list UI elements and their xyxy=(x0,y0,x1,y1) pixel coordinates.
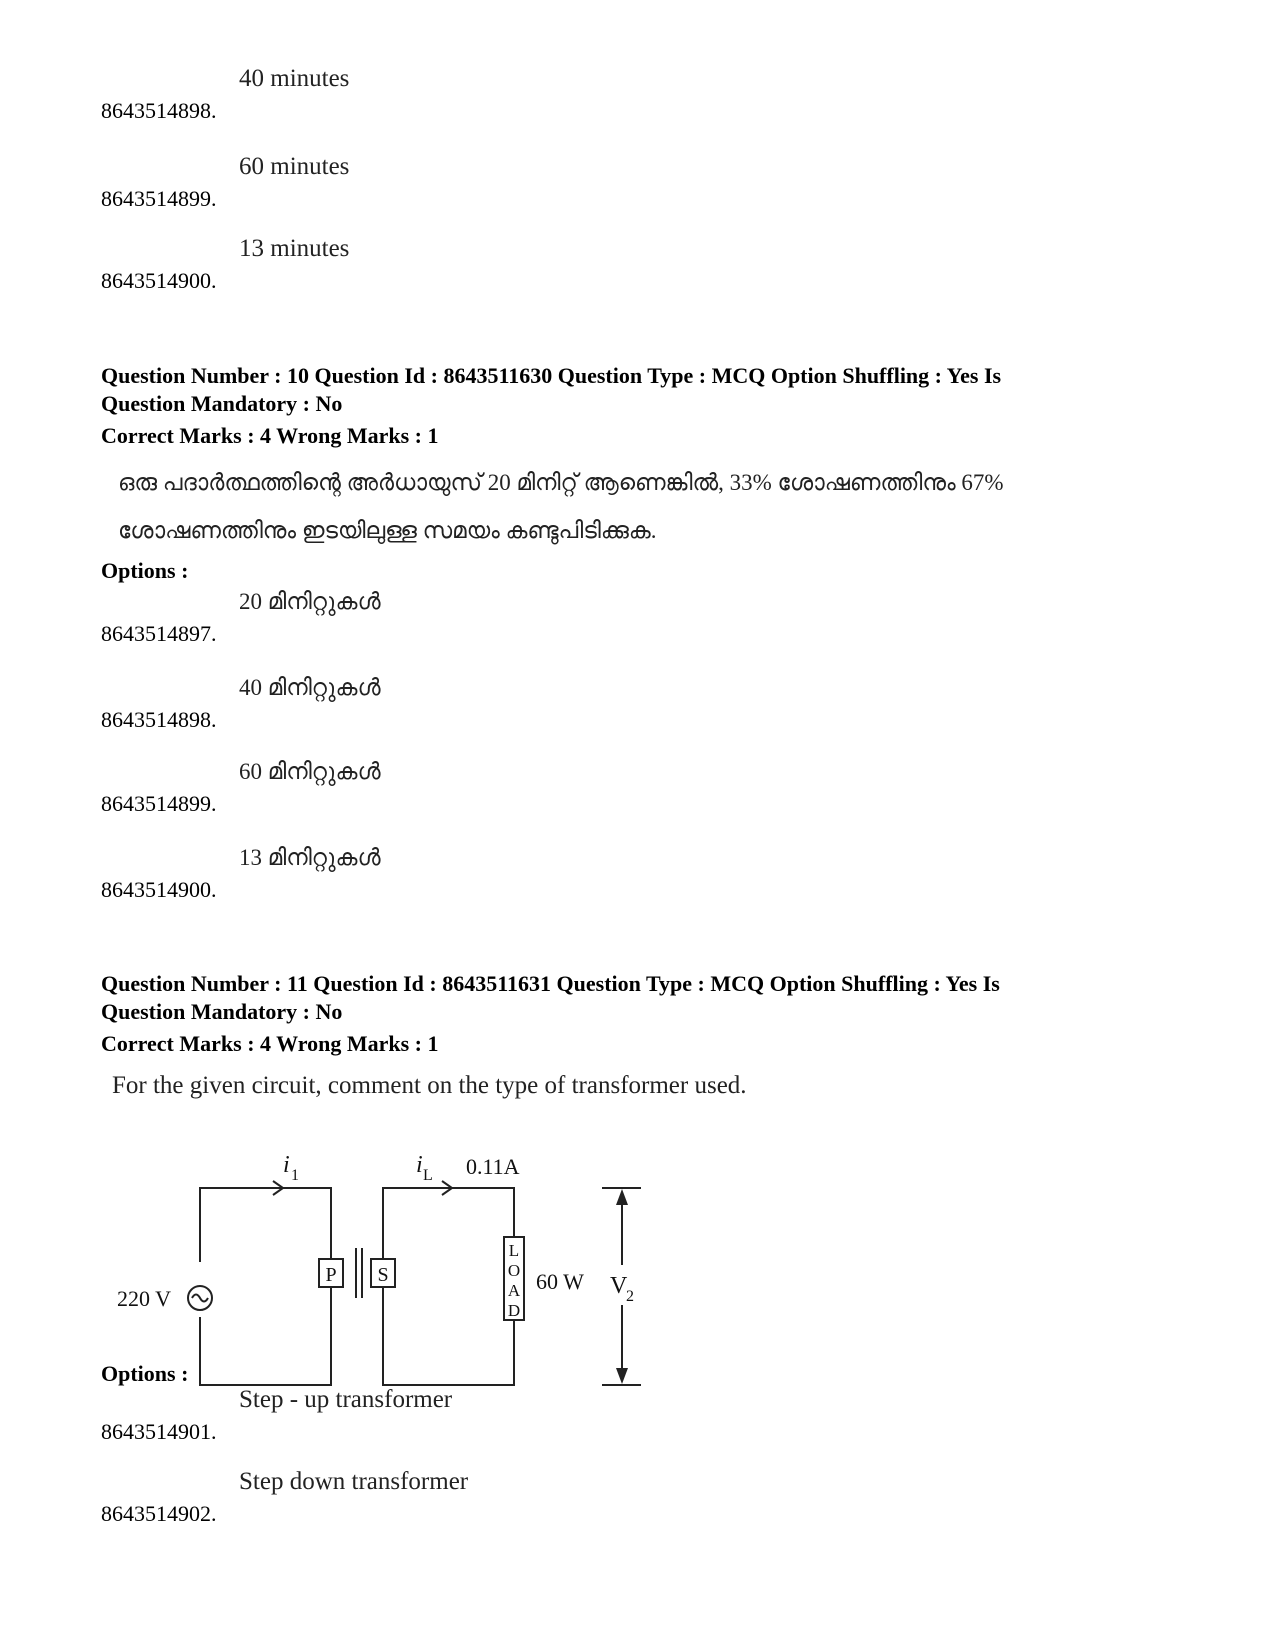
question-meta-line: Question Number : 10 Question Id : 8643511630 Question Type : MCQ Option Shuffling : Yes Is xyxy=(101,363,1002,388)
option-id: 8643514902. xyxy=(101,1501,217,1526)
question-stem: For the given circuit, comment on the type of transformer used. xyxy=(112,1072,747,1099)
option-id: 8643514900. xyxy=(101,877,217,902)
output-voltage-subscript: 2 xyxy=(626,1288,634,1305)
option-id: 8643514897. xyxy=(101,621,217,646)
primary-coil-label: P xyxy=(325,1264,337,1286)
primary-current-subscript: 1 xyxy=(291,1167,299,1184)
output-voltage-label: V xyxy=(610,1273,628,1299)
primary-circuit-wire xyxy=(200,1288,331,1385)
option-id: 8643514899. xyxy=(101,791,217,816)
option-text: Step down transformer xyxy=(239,1468,469,1495)
marks-line: Correct Marks : 4 Wrong Marks : 1 xyxy=(101,423,439,448)
option-text: 40 മിനിറ്റുകൾ xyxy=(239,675,381,700)
secondary-circuit-wire xyxy=(383,1288,514,1385)
load-letter: L xyxy=(508,1241,520,1260)
option-id: 8643514900. xyxy=(101,268,217,293)
source-voltage-label: 220 V xyxy=(117,1286,171,1311)
option-text: 60 മിനിറ്റുകൾ xyxy=(239,759,381,784)
option-id: 8643514899. xyxy=(101,186,217,211)
options-label: Options : xyxy=(101,1361,189,1386)
question-meta-line: Question Number : 11 Question Id : 8643511631 Question Type : MCQ Option Shuffling : Yes Is xyxy=(101,971,1000,996)
question-stem: ഒരു പദാർത്ഥത്തിന്റെ അർധായുസ് 20 മിനിറ്റ് ആണെങ്കിൽ, 33% ശോഷണത്തിനും 67% xyxy=(118,470,1004,495)
load-current-label: i xyxy=(416,1152,423,1178)
option-item[interactable] xyxy=(101,1385,801,1445)
option-text: 20 മിനിറ്റുകൾ xyxy=(239,589,381,614)
secondary-coil-label: S xyxy=(377,1264,389,1286)
option-text: 60 minutes xyxy=(239,153,350,180)
load-current-subscript: L xyxy=(423,1167,433,1184)
primary-current-label: i xyxy=(283,1152,290,1178)
options-label: Options : xyxy=(101,558,189,583)
primary-circuit-wire xyxy=(200,1188,331,1262)
option-text: 13 മിനിറ്റുകൾ xyxy=(239,845,381,870)
secondary-circuit-wire xyxy=(383,1188,514,1258)
voltage-arrow-down-icon xyxy=(616,1368,628,1384)
load-power-label: 60 W xyxy=(536,1269,584,1294)
load-letter: O xyxy=(507,1261,521,1280)
load-letter: D xyxy=(507,1301,521,1320)
ac-wave xyxy=(192,1295,208,1302)
question-meta-line: Question Mandatory : No xyxy=(101,391,343,416)
marks-line: Correct Marks : 4 Wrong Marks : 1 xyxy=(101,1031,439,1056)
option-text: Step - up transformer xyxy=(239,1386,453,1413)
option-text: 40 minutes xyxy=(239,65,350,92)
option-id: 8643514898. xyxy=(101,98,217,123)
current-value: 0.11A xyxy=(466,1154,520,1179)
question-meta-line: Question Mandatory : No xyxy=(101,999,343,1024)
option-text: 13 minutes xyxy=(239,235,350,262)
option-id: 8643514898. xyxy=(101,707,217,732)
option-item[interactable] xyxy=(101,1467,801,1527)
voltage-arrow-up-icon xyxy=(616,1189,628,1205)
question-stem: ശോഷണത്തിനും ഇടയിലുള്ള സമയം കണ്ടുപിടിക്കുക. xyxy=(118,518,657,543)
load-letter: A xyxy=(507,1281,521,1300)
option-id: 8643514901. xyxy=(101,1419,217,1444)
